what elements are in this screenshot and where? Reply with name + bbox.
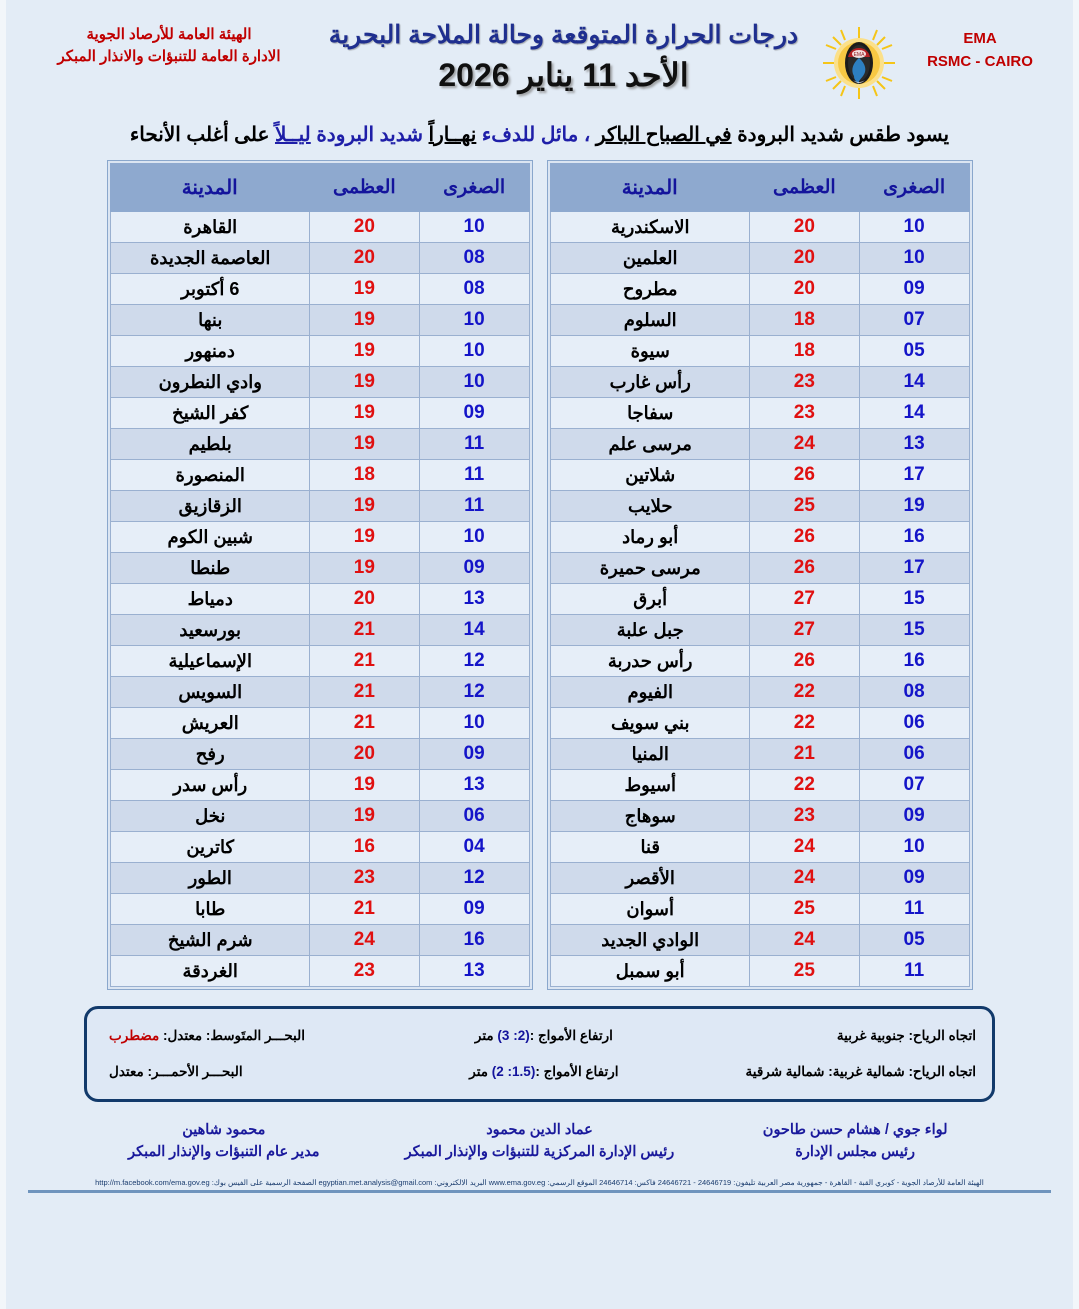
cell-city-name: رفح bbox=[110, 739, 309, 770]
cell-city-name: أبو رماد bbox=[550, 522, 749, 553]
table-row bbox=[110, 584, 529, 615]
mediterranean-wind bbox=[688, 1028, 976, 1044]
table-row bbox=[110, 801, 529, 832]
wind-label: اتجاه الرياح: bbox=[904, 1028, 976, 1043]
cell-max-temp: 22 bbox=[749, 677, 859, 708]
left-table-body bbox=[550, 212, 969, 987]
cell-city-name: جبل علبة bbox=[550, 615, 749, 646]
table-row bbox=[110, 770, 529, 801]
cell-max-temp: 18 bbox=[749, 336, 859, 367]
cell-city-name: دمياط bbox=[110, 584, 309, 615]
signature-name: لواء جوي / هشام حسن طاحون bbox=[762, 1122, 948, 1138]
cell-max-temp: 23 bbox=[309, 956, 419, 987]
cell-max-temp: 26 bbox=[749, 553, 859, 584]
table-row bbox=[550, 708, 969, 739]
cell-city-name: مرسى علم bbox=[550, 429, 749, 460]
cell-max-temp: 21 bbox=[309, 708, 419, 739]
cell-city-name: نخل bbox=[110, 801, 309, 832]
page-title: درجات الحرارة المتوقعة وحالة الملاحة البحرية bbox=[328, 21, 799, 49]
wave-label: ارتفاع الأمواج : bbox=[535, 1064, 619, 1079]
cell-min-temp: 09 bbox=[419, 398, 529, 429]
cell-min-temp: 04 bbox=[419, 832, 529, 863]
weather-summary bbox=[6, 118, 1073, 160]
summary-part-4: نهــاراً bbox=[428, 124, 477, 146]
cell-min-temp: 12 bbox=[419, 863, 529, 894]
cell-min-temp: 09 bbox=[859, 274, 969, 305]
cell-min-temp: 10 bbox=[859, 243, 969, 274]
cell-min-temp: 11 bbox=[419, 491, 529, 522]
cell-min-temp: 10 bbox=[419, 305, 529, 336]
marine-row-red-sea bbox=[103, 1054, 976, 1090]
cell-max-temp: 19 bbox=[309, 367, 419, 398]
cell-max-temp: 24 bbox=[749, 429, 859, 460]
table-row bbox=[550, 956, 969, 987]
cell-min-temp: 05 bbox=[859, 336, 969, 367]
cell-max-temp: 27 bbox=[749, 584, 859, 615]
signature-central-head bbox=[382, 1120, 698, 1164]
table-row bbox=[110, 212, 529, 243]
table-row bbox=[550, 398, 969, 429]
cell-max-temp: 19 bbox=[309, 305, 419, 336]
cell-max-temp: 22 bbox=[749, 770, 859, 801]
cell-min-temp: 08 bbox=[859, 677, 969, 708]
cell-city-name: طنطا bbox=[110, 553, 309, 584]
cell-city-name: مرسى حميرة bbox=[550, 553, 749, 584]
organization-block bbox=[24, 14, 314, 68]
page-header bbox=[6, 0, 1073, 118]
cell-max-temp: 26 bbox=[749, 522, 859, 553]
cell-min-temp: 10 bbox=[859, 212, 969, 243]
marine-conditions-box bbox=[84, 1006, 995, 1102]
cell-city-name: الزقازيق bbox=[110, 491, 309, 522]
forecast-date: الأحد 11 يناير 2026 bbox=[438, 57, 689, 93]
cell-max-temp: 22 bbox=[749, 708, 859, 739]
signature-name: محمود شاهين bbox=[182, 1122, 266, 1138]
table-row bbox=[550, 739, 969, 770]
cell-max-temp: 19 bbox=[309, 336, 419, 367]
red-sea-waves bbox=[400, 1064, 688, 1080]
cell-city-name: سوهاج bbox=[550, 801, 749, 832]
cell-max-temp: 19 bbox=[309, 429, 419, 460]
cell-min-temp: 05 bbox=[859, 925, 969, 956]
cell-city-name: بورسعيد bbox=[110, 615, 309, 646]
cell-max-temp: 23 bbox=[749, 367, 859, 398]
table-row bbox=[110, 243, 529, 274]
summary-part-7: على أغلب الأنحاء bbox=[129, 124, 270, 146]
table-row bbox=[110, 863, 529, 894]
cell-max-temp: 16 bbox=[309, 832, 419, 863]
wave-value: (1.5: 2) bbox=[491, 1064, 536, 1079]
cell-max-temp: 21 bbox=[309, 615, 419, 646]
cell-city-name: الإسماعيلية bbox=[110, 646, 309, 677]
cell-city-name: المنصورة bbox=[110, 460, 309, 491]
cell-min-temp: 06 bbox=[419, 801, 529, 832]
cell-city-name: رأس سدر bbox=[110, 770, 309, 801]
cell-min-temp: 16 bbox=[859, 646, 969, 677]
table-header-row bbox=[110, 164, 529, 212]
cell-max-temp: 20 bbox=[309, 243, 419, 274]
cell-city-name: وادي النطرون bbox=[110, 367, 309, 398]
cell-city-name: دمنهور bbox=[110, 336, 309, 367]
cell-max-temp: 21 bbox=[309, 894, 419, 925]
cell-max-temp: 20 bbox=[749, 212, 859, 243]
cell-max-temp: 20 bbox=[749, 243, 859, 274]
cell-min-temp: 09 bbox=[859, 863, 969, 894]
table-row bbox=[550, 243, 969, 274]
table-row bbox=[550, 336, 969, 367]
table-row bbox=[550, 801, 969, 832]
cell-min-temp: 08 bbox=[419, 274, 529, 305]
table-row bbox=[110, 739, 529, 770]
cell-max-temp: 23 bbox=[749, 398, 859, 429]
cell-min-temp: 16 bbox=[419, 925, 529, 956]
table-row bbox=[550, 367, 969, 398]
cell-city-name: القاهرة bbox=[110, 212, 309, 243]
cell-max-temp: 18 bbox=[749, 305, 859, 336]
table-row bbox=[550, 770, 969, 801]
cell-min-temp: 12 bbox=[419, 646, 529, 677]
column-header-min: الصغرى bbox=[419, 164, 529, 212]
cell-min-temp: 19 bbox=[859, 491, 969, 522]
signature-title: رئيس مجلس الإدارة bbox=[795, 1143, 916, 1160]
cell-max-temp: 20 bbox=[749, 274, 859, 305]
table-row bbox=[550, 522, 969, 553]
cell-city-name: رأس غارب bbox=[550, 367, 749, 398]
table-row bbox=[110, 553, 529, 584]
table-row bbox=[550, 925, 969, 956]
wave-value: (2: 3) bbox=[497, 1028, 530, 1043]
cell-max-temp: 23 bbox=[749, 801, 859, 832]
cell-max-temp: 25 bbox=[749, 894, 859, 925]
wind-label: اتجاه الرياح: bbox=[904, 1064, 976, 1079]
cell-city-name: شرم الشيخ bbox=[110, 925, 309, 956]
table-row bbox=[110, 522, 529, 553]
table-row bbox=[110, 491, 529, 522]
cell-max-temp: 20 bbox=[309, 584, 419, 615]
ema-label: EMA bbox=[963, 30, 997, 47]
cell-city-name: الغردقة bbox=[110, 956, 309, 987]
forecast-tables bbox=[6, 160, 1073, 990]
cell-max-temp: 20 bbox=[309, 739, 419, 770]
cell-min-temp: 06 bbox=[859, 739, 969, 770]
summary-part-3: ، مائل للدفء bbox=[481, 124, 591, 146]
cell-min-temp: 14 bbox=[859, 398, 969, 429]
cell-max-temp: 27 bbox=[749, 615, 859, 646]
summary-part-5: شديد البرودة bbox=[316, 124, 423, 146]
table-row bbox=[550, 615, 969, 646]
forecast-table-left bbox=[550, 163, 970, 987]
cell-city-name: العريش bbox=[110, 708, 309, 739]
table-row bbox=[110, 832, 529, 863]
cell-min-temp: 11 bbox=[419, 429, 529, 460]
right-table-body bbox=[110, 212, 529, 987]
sea-label: البحـــر المتَوسط: معتدل: bbox=[159, 1028, 305, 1043]
cell-city-name: الفيوم bbox=[550, 677, 749, 708]
cell-min-temp: 10 bbox=[419, 336, 529, 367]
cell-min-temp: 16 bbox=[859, 522, 969, 553]
table-row bbox=[550, 491, 969, 522]
cell-max-temp: 24 bbox=[749, 925, 859, 956]
cell-min-temp: 15 bbox=[859, 584, 969, 615]
signature-title: رئيس الإدارة المركزية للتنبؤات والإنذار المبكر bbox=[404, 1143, 675, 1160]
cell-max-temp: 20 bbox=[309, 212, 419, 243]
cell-max-temp: 19 bbox=[309, 801, 419, 832]
cell-city-name: أسيوط bbox=[550, 770, 749, 801]
cell-city-name: كفر الشيخ bbox=[110, 398, 309, 429]
mediterranean-sea-state bbox=[103, 1028, 400, 1044]
cell-min-temp: 09 bbox=[419, 553, 529, 584]
column-header-city: المدينة bbox=[550, 164, 749, 212]
cell-city-name: العاصمة الجديدة bbox=[110, 243, 309, 274]
table-row bbox=[550, 863, 969, 894]
cell-max-temp: 21 bbox=[309, 646, 419, 677]
wave-unit: متر bbox=[469, 1064, 492, 1079]
cell-max-temp: 25 bbox=[749, 956, 859, 987]
cell-city-name: أبو سمبل bbox=[550, 956, 749, 987]
signature-block bbox=[6, 1120, 1073, 1164]
signature-name: عماد الدين محمود bbox=[486, 1122, 593, 1138]
cell-max-temp: 23 bbox=[309, 863, 419, 894]
red-sea-wind bbox=[688, 1064, 976, 1080]
column-header-min: الصغرى bbox=[859, 164, 969, 212]
summary-part-6: ليــلاً bbox=[274, 124, 311, 146]
cell-city-name: رأس حدربة bbox=[550, 646, 749, 677]
cell-city-name: طابا bbox=[110, 894, 309, 925]
cell-min-temp: 10 bbox=[419, 212, 529, 243]
title-block bbox=[314, 14, 813, 94]
table-row bbox=[110, 956, 529, 987]
cell-min-temp: 07 bbox=[859, 770, 969, 801]
mediterranean-waves bbox=[400, 1028, 688, 1044]
cell-min-temp: 17 bbox=[859, 553, 969, 584]
table-row bbox=[110, 367, 529, 398]
table-row bbox=[110, 336, 529, 367]
table-row bbox=[550, 429, 969, 460]
signature-chairman bbox=[697, 1120, 1013, 1164]
cell-city-name: شبين الكوم bbox=[110, 522, 309, 553]
cell-min-temp: 15 bbox=[859, 615, 969, 646]
wave-label: ارتفاع الأمواج : bbox=[529, 1028, 613, 1043]
table-row bbox=[110, 398, 529, 429]
table-row bbox=[110, 460, 529, 491]
column-header-city: المدينة bbox=[110, 164, 309, 212]
cell-min-temp: 12 bbox=[419, 677, 529, 708]
cell-city-name: بلطيم bbox=[110, 429, 309, 460]
table-row bbox=[550, 584, 969, 615]
cell-min-temp: 08 bbox=[419, 243, 529, 274]
cell-min-temp: 13 bbox=[419, 956, 529, 987]
cell-min-temp: 10 bbox=[419, 708, 529, 739]
cell-max-temp: 24 bbox=[309, 925, 419, 956]
table-row bbox=[110, 677, 529, 708]
table-row bbox=[110, 708, 529, 739]
table-row bbox=[110, 429, 529, 460]
cell-max-temp: 19 bbox=[309, 522, 419, 553]
cell-min-temp: 13 bbox=[419, 770, 529, 801]
cell-min-temp: 17 bbox=[859, 460, 969, 491]
cell-city-name: الوادي الجديد bbox=[550, 925, 749, 956]
wave-unit: متر bbox=[474, 1028, 498, 1043]
cell-city-name: شلاتين bbox=[550, 460, 749, 491]
table-row bbox=[550, 305, 969, 336]
cell-city-name: الطور bbox=[110, 863, 309, 894]
cell-min-temp: 10 bbox=[419, 367, 529, 398]
cell-min-temp: 11 bbox=[419, 460, 529, 491]
cell-city-name: سيوة bbox=[550, 336, 749, 367]
marine-row-mediterranean bbox=[103, 1018, 976, 1054]
cell-max-temp: 26 bbox=[749, 646, 859, 677]
contact-footer: الهيئة العامة للأرصاد الجوية - كوبري القبة - القاهرة - جمهورية مصر العربية تليفون: 24646719 - 24646721 فاكس: 24646714 الموقع الرسمي: www.ema.gov.eg البريد الالكتروني: egyptian.met.analysis@gmail.com الصفحة الرسمية على الفيس بوك: http://m.facebook.com/ema.gov.eg bbox=[28, 1178, 1051, 1193]
svg-text:EMA: EMA bbox=[853, 52, 865, 58]
table-header-row bbox=[550, 164, 969, 212]
cell-min-temp: 09 bbox=[419, 739, 529, 770]
cell-min-temp: 09 bbox=[419, 894, 529, 925]
table-row bbox=[110, 646, 529, 677]
table-row bbox=[110, 274, 529, 305]
cell-min-temp: 06 bbox=[859, 708, 969, 739]
cell-max-temp: 19 bbox=[309, 398, 419, 429]
cell-max-temp: 24 bbox=[749, 863, 859, 894]
table-row bbox=[550, 460, 969, 491]
cell-max-temp: 21 bbox=[749, 739, 859, 770]
cell-min-temp: 11 bbox=[859, 956, 969, 987]
cell-max-temp: 19 bbox=[309, 274, 419, 305]
cell-city-name: سفاجا bbox=[550, 398, 749, 429]
ema-rsmc-block bbox=[905, 14, 1055, 73]
cell-max-temp: 25 bbox=[749, 491, 859, 522]
cell-city-name: أسوان bbox=[550, 894, 749, 925]
table-row bbox=[550, 553, 969, 584]
wind-value: شمالية غربية: شمالية شرقية bbox=[745, 1064, 905, 1079]
cell-city-name: الأقصر bbox=[550, 863, 749, 894]
rsmc-cairo-label: RSMC - CAIRO bbox=[927, 52, 1033, 70]
cell-max-temp: 21 bbox=[309, 677, 419, 708]
cell-min-temp: 13 bbox=[859, 429, 969, 460]
cell-city-name: بني سويف bbox=[550, 708, 749, 739]
wind-value: جنوبية غربية bbox=[836, 1028, 905, 1043]
cell-min-temp: 07 bbox=[859, 305, 969, 336]
cell-max-temp: 19 bbox=[309, 491, 419, 522]
signature-title: مدير عام التنبؤات والإنذار المبكر bbox=[128, 1143, 320, 1160]
cell-min-temp: 11 bbox=[859, 894, 969, 925]
cell-max-temp: 18 bbox=[309, 460, 419, 491]
table-row bbox=[550, 677, 969, 708]
cell-city-name: مطروح bbox=[550, 274, 749, 305]
table-row bbox=[550, 274, 969, 305]
sea-label: البحـــر الأحمـــر: معتدل bbox=[109, 1064, 243, 1079]
cell-max-temp: 26 bbox=[749, 460, 859, 491]
signature-general-manager bbox=[66, 1120, 382, 1164]
sun-with-nile-logo-icon bbox=[822, 26, 896, 100]
organization-name: الهيئة العامة للأرصاد الجوية bbox=[86, 26, 252, 43]
cell-city-name: السلوم bbox=[550, 305, 749, 336]
table-row bbox=[550, 894, 969, 925]
table-row bbox=[110, 925, 529, 956]
cell-city-name: الاسكندرية bbox=[550, 212, 749, 243]
organization-department: الادارة العامة للتنبؤات والانذار المبكر bbox=[57, 47, 281, 65]
cell-max-temp: 24 bbox=[749, 832, 859, 863]
cell-min-temp: 09 bbox=[859, 801, 969, 832]
cell-max-temp: 19 bbox=[309, 770, 419, 801]
column-header-max: العظمى bbox=[749, 164, 859, 212]
forecast-table-right bbox=[110, 163, 530, 987]
summary-part-2: في الصباح الباكر bbox=[595, 124, 732, 146]
sea-state-highlight: مضطرب bbox=[109, 1028, 160, 1043]
summary-part-1: يسود طقس شديد البرودة bbox=[737, 124, 950, 146]
cell-city-name: العلمين bbox=[550, 243, 749, 274]
cell-min-temp: 10 bbox=[419, 522, 529, 553]
table-row bbox=[110, 894, 529, 925]
cell-city-name: أبرق bbox=[550, 584, 749, 615]
cell-city-name: بنها bbox=[110, 305, 309, 336]
table-row bbox=[550, 832, 969, 863]
table-row bbox=[110, 615, 529, 646]
cell-city-name: السويس bbox=[110, 677, 309, 708]
cell-min-temp: 14 bbox=[419, 615, 529, 646]
left-table-wrapper bbox=[547, 160, 973, 990]
cell-min-temp: 10 bbox=[859, 832, 969, 863]
column-header-max: العظمى bbox=[309, 164, 419, 212]
logo-container bbox=[813, 14, 905, 100]
cell-max-temp: 19 bbox=[309, 553, 419, 584]
cell-min-temp: 14 bbox=[859, 367, 969, 398]
table-row bbox=[550, 212, 969, 243]
right-table-wrapper bbox=[107, 160, 533, 990]
table-row bbox=[550, 646, 969, 677]
cell-city-name: قنا bbox=[550, 832, 749, 863]
red-sea-sea-state bbox=[103, 1064, 400, 1080]
cell-city-name: حلايب bbox=[550, 491, 749, 522]
cell-city-name: المنيا bbox=[550, 739, 749, 770]
table-row bbox=[110, 305, 529, 336]
cell-city-name: كاترين bbox=[110, 832, 309, 863]
cell-min-temp: 13 bbox=[419, 584, 529, 615]
cell-city-name: 6 أكتوبر bbox=[110, 274, 309, 305]
